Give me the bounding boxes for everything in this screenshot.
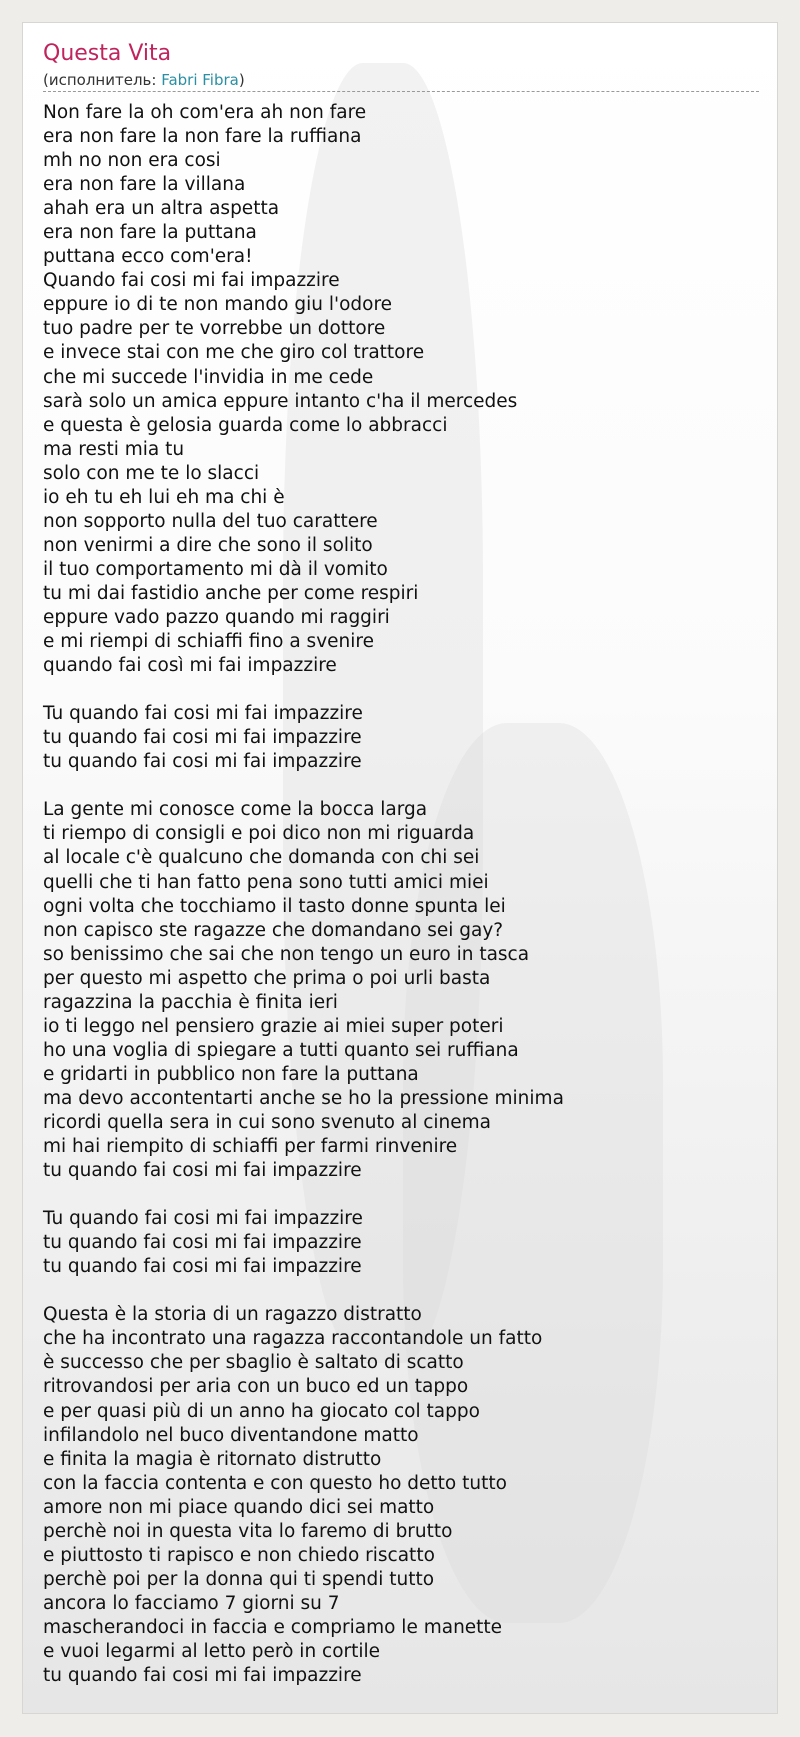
lyric-line: non sopporto nulla del tuo carattere (43, 510, 378, 532)
lyric-line: tu quando fai cosi mi fai impazzire (43, 751, 362, 773)
lyric-line: e questa è gelosia guarda come lo abbracci (43, 414, 448, 436)
lyrics-card (22, 22, 778, 1714)
lyric-line (43, 678, 759, 702)
title-divider (43, 91, 759, 92)
lyric-line: infilandolo nel buco diventandone matto (43, 1424, 419, 1446)
lyric-line: Tu quando fai cosi mi fai impazzire (43, 1208, 363, 1230)
lyric-line: tu quando fai cosi mi fai impazzire (43, 1665, 362, 1687)
lyric-line: perchè noi in questa vita lo faremo di brutto (43, 1520, 453, 1542)
lyric-line: tu quando fai cosi mi fai impazzire (43, 1256, 362, 1278)
lyric-line: ragazzina la pacchia è finita ieri (43, 991, 338, 1013)
lyric-line: e invece stai con me che giro col trattore (43, 342, 425, 364)
lyric-line: e mi riempi di schiaffi fino a svenire (43, 631, 374, 653)
lyric-line: ti riempo di consigli e poi dico non mi riguarda (43, 823, 475, 845)
lyric-line: ancora lo facciamo 7 giorni su 7 (43, 1592, 340, 1614)
lyric-line: il tuo comportamento mi dà il vomito (43, 558, 388, 580)
lyric-line: io ti leggo nel pensiero grazie ai miei super poteri (43, 1015, 504, 1037)
lyric-line: Non fare la oh com'era ah non fare (43, 102, 367, 123)
artist-suffix: ) (238, 71, 245, 89)
lyric-line (43, 1183, 759, 1207)
artist-prefix: (исполнитель: (43, 71, 162, 89)
lyric-line (43, 1279, 759, 1303)
lyric-line: perchè poi per la donna qui ti spendi tutto (43, 1568, 435, 1590)
lyric-line: ho una voglia di spiegare a tutti quanto sei ruffiana (43, 1039, 519, 1061)
lyric-line: tu mi dai fastidio anche per come respiri (43, 582, 419, 604)
lyric-line: Tu quando fai cosi mi fai impazzire (43, 703, 363, 725)
lyric-line: ma devo accontentarti anche se ho la pressione minima (43, 1087, 564, 1109)
lyric-line: tu quando fai cosi mi fai impazzire (43, 1232, 362, 1254)
lyric-line: non venirmi a dire che sono il solito (43, 534, 373, 556)
lyric-line: ma resti mia tu (43, 438, 185, 460)
lyric-line: ogni volta che tocchiamo il tasto donne spunta lei (43, 895, 506, 917)
lyric-line: e finita la magia è ritornato distrutto (43, 1448, 382, 1470)
lyric-line: eppure vado pazzo quando mi raggiri (43, 606, 390, 628)
lyric-line: quando fai così mi fai impazzire (43, 655, 337, 677)
lyric-line: La gente mi conosce come la bocca larga (43, 799, 428, 821)
lyric-line: quelli che ti han fatto pena sono tutti amici miei (43, 871, 489, 893)
lyric-line: Quando fai cosi mi fai impazzire (43, 270, 340, 292)
lyric-line: ahah era un altra aspetta (43, 198, 280, 220)
lyric-line: per questo mi aspetto che prima o poi urli basta (43, 967, 491, 989)
lyric-line: solo con me te lo slacci (43, 462, 260, 484)
lyric-line: e per quasi più di un anno ha giocato col tappo (43, 1400, 480, 1422)
artist-link[interactable]: Fabri Fibra (161, 71, 239, 89)
lyric-line: era non fare la villana (43, 174, 246, 196)
lyric-line: mascherandoci in faccia e compriamo le manette (43, 1616, 503, 1638)
lyric-line: che mi succede l'invidia in me cede (43, 366, 374, 388)
lyric-line: amore non mi piace quando dici sei matto (43, 1496, 435, 1518)
lyric-line: sarà solo un amica eppure intanto c'ha il mercedes (43, 390, 518, 412)
lyric-line: so benissimo che sai che non tengo un euro in tasca (43, 943, 530, 965)
artist-line (43, 71, 245, 89)
lyric-line: e piuttosto ti rapisco e non chiedo riscatto (43, 1544, 435, 1566)
lyric-line: mh no non era cosi (43, 150, 221, 172)
lyric-line: e vuoi legarmi al letto però in cortile (43, 1641, 381, 1662)
lyric-line: e gridarti in pubblico non fare la puttana (43, 1063, 419, 1085)
lyric-line (43, 774, 759, 798)
lyric-line: eppure io di te non mando giu l'odore (43, 294, 393, 316)
lyric-line: non capisco ste ragazze che domandano sei gay? (43, 919, 504, 941)
lyric-line: mi hai riempito di schiaffi per farmi rinvenire (43, 1136, 458, 1158)
lyric-line: è successo che per sbaglio è saltato di scatto (43, 1352, 464, 1374)
lyric-line: ritrovandosi per aria con un buco ed un tappo (43, 1376, 469, 1398)
lyric-line: era non fare la puttana (43, 222, 257, 244)
lyric-line: era non fare la non fare la ruffiana (43, 126, 362, 148)
lyric-line: puttana ecco com'era! (43, 246, 253, 268)
lyric-line: con la faccia contenta e con questo ho detto tutto (43, 1472, 507, 1494)
lyrics-text (43, 101, 759, 1688)
lyric-line: io eh tu eh lui eh ma chi è (43, 486, 285, 508)
lyric-line: Questa è la storia di un ragazzo distratto (43, 1304, 422, 1326)
lyric-line: tu quando fai cosi mi fai impazzire (43, 1160, 362, 1182)
lyric-line: che ha incontrato una ragazza raccontandole un fatto (43, 1328, 543, 1350)
lyric-line: ricordi quella sera in cui sono svenuto al cinema (43, 1111, 492, 1133)
song-title: Questa Vita (43, 41, 172, 66)
lyric-line: al locale c'è qualcuno che domanda con chi sei (43, 847, 480, 869)
lyric-line: tu quando fai cosi mi fai impazzire (43, 727, 362, 749)
lyric-line: tuo padre per te vorrebbe un dottore (43, 318, 386, 340)
